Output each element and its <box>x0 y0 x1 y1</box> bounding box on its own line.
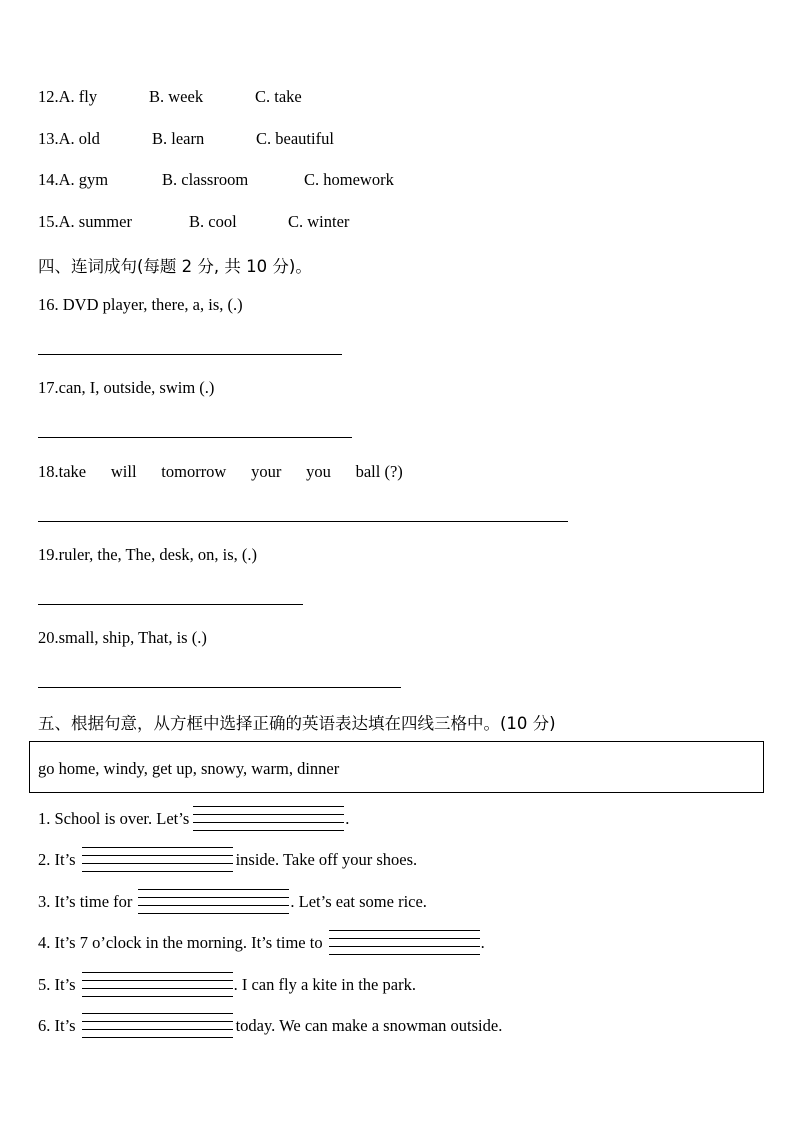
option-a: A. fly <box>58 87 98 106</box>
answer-line-18[interactable] <box>38 521 568 522</box>
four-line-blank[interactable] <box>193 806 344 832</box>
fill-item-1 <box>38 806 349 832</box>
option-a: A. gym <box>58 170 109 189</box>
fill-item-6 <box>38 1013 502 1039</box>
sentence-item-18: 18.take will tomorrow your you ball (?) <box>38 462 403 481</box>
question-13 <box>38 129 334 149</box>
fill-text-before: 5. It’s <box>38 975 76 994</box>
answer-line-16[interactable] <box>38 354 342 355</box>
section-5-heading: 五、根据句意，从方框中选择正确的英语表达填在四线三格中。(10 分) <box>38 714 556 733</box>
option-a: A. old <box>58 129 100 148</box>
fill-text-before: 1. School is over. Let’s <box>38 809 190 828</box>
option-c: C. winter <box>288 212 350 231</box>
fill-item-4 <box>38 930 485 956</box>
fill-text-after: today. We can make a snowman outside. <box>235 1016 503 1035</box>
option-a: A. summer <box>58 212 132 231</box>
question-number: 14. <box>38 170 59 189</box>
fill-text-before: 6. It’s <box>38 1016 76 1035</box>
question-14 <box>38 170 394 190</box>
word-bank-text: go home, windy, get up, snowy, warm, dinner <box>38 759 340 778</box>
answer-line-19[interactable] <box>38 604 303 605</box>
answer-line-20[interactable] <box>38 687 401 688</box>
fill-text-before: 2. It’s <box>38 850 76 869</box>
fill-text-after: . I can fly a kite in the park. <box>233 975 416 994</box>
option-b: B. learn <box>152 129 205 148</box>
fill-text-after: . Let’s eat some rice. <box>290 892 427 911</box>
fill-text-before: 3. It’s time for <box>38 892 133 911</box>
fill-item-5 <box>38 972 416 998</box>
option-c: C. homework <box>304 170 394 189</box>
question-number: 12. <box>38 87 59 106</box>
fill-item-3 <box>38 889 427 915</box>
option-c: C. take <box>255 87 302 106</box>
question-15 <box>38 212 350 232</box>
sentence-item-20: 20.small, ship, That, is (.) <box>38 628 207 647</box>
four-line-blank[interactable] <box>329 930 480 956</box>
fill-text-after: . <box>345 809 350 828</box>
question-12 <box>38 87 302 107</box>
sentence-item-17: 17.can, I, outside, swim (.) <box>38 378 215 397</box>
option-c: C. beautiful <box>256 129 334 148</box>
option-b: B. week <box>149 87 204 106</box>
fill-text-before: 4. It’s 7 o’clock in the morning. It’s time to <box>38 933 323 952</box>
word-bank-box <box>29 741 764 793</box>
four-line-blank[interactable] <box>82 1013 233 1039</box>
four-line-blank[interactable] <box>82 972 233 998</box>
section-4-heading: 四、连词成句(每题 2 分, 共 10 分)。 <box>38 257 312 276</box>
question-number: 13. <box>38 129 59 148</box>
fill-text-after: . <box>480 933 485 952</box>
option-b: B. cool <box>189 212 237 231</box>
sentence-item-19: 19.ruler, the, The, desk, on, is, (.) <box>38 545 257 564</box>
option-b: B. classroom <box>162 170 249 189</box>
four-line-blank[interactable] <box>82 847 233 873</box>
fill-item-2 <box>38 847 417 873</box>
question-number: 15. <box>38 212 59 231</box>
fill-text-after: inside. Take off your shoes. <box>235 850 418 869</box>
four-line-blank[interactable] <box>138 889 289 915</box>
sentence-item-16: 16. DVD player, there, a, is, (.) <box>38 295 243 314</box>
answer-line-17[interactable] <box>38 437 352 438</box>
